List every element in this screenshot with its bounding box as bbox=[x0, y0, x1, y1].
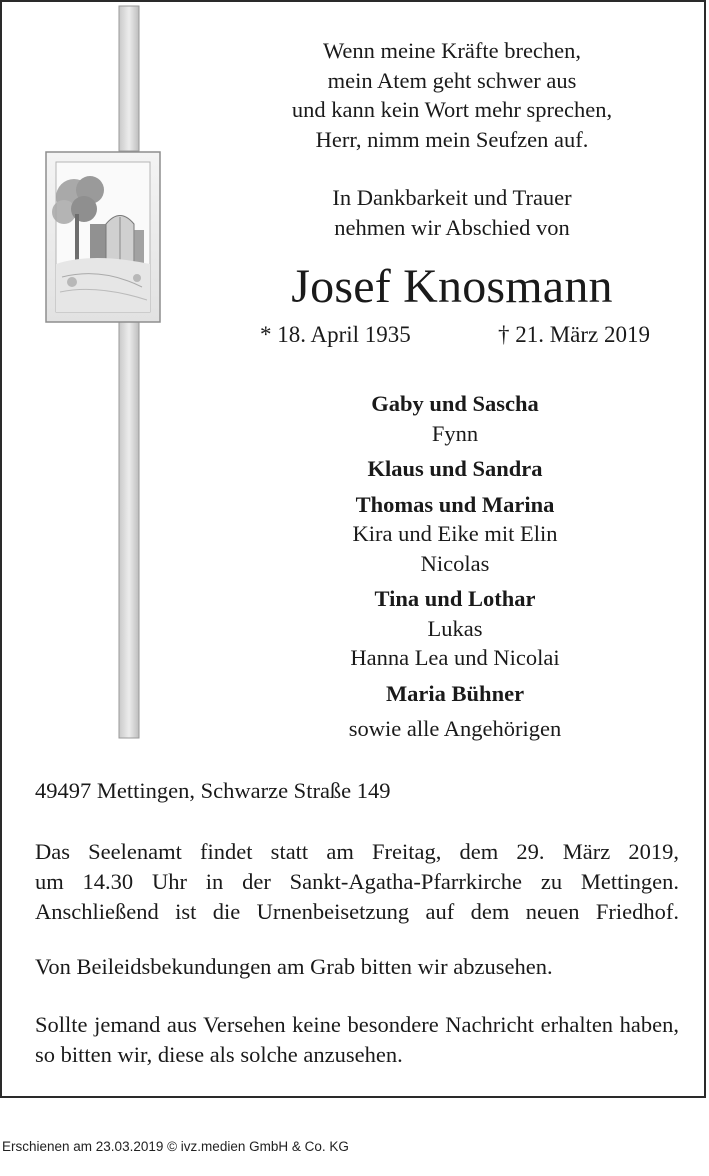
family-couple: Klaus und Sandra bbox=[367, 456, 543, 481]
family-member: Hanna Lea und Nicolai bbox=[350, 645, 560, 670]
family-group bbox=[255, 714, 655, 744]
poem bbox=[242, 36, 662, 154]
deceased-name: Josef Knosmann bbox=[291, 260, 613, 313]
family-group bbox=[255, 584, 655, 673]
publication-footer: Erschienen am 23.03.2019 © ivz.medien GmbH & Co. KG bbox=[2, 1139, 349, 1154]
service-line: Das Seelenamt findet statt am Freitag, dem 29. März 2019, bbox=[35, 839, 679, 864]
poem-line: und kann kein Wort mehr sprechen, bbox=[291, 97, 613, 122]
family-member: Kira und Eike mit Elin bbox=[352, 521, 558, 546]
family-group bbox=[255, 490, 655, 579]
address: 49497 Mettingen, Schwarze Straße 149 bbox=[35, 778, 391, 803]
intro-line: In Dankbarkeit und Trauer bbox=[332, 185, 572, 210]
intro-text bbox=[242, 183, 662, 242]
relatives-line: sowie alle Angehörigen bbox=[348, 716, 562, 741]
family-couple: Tina und Lothar bbox=[374, 586, 536, 611]
poem-line: Wenn meine Kräfte brechen, bbox=[322, 38, 582, 63]
family-group bbox=[255, 389, 655, 448]
condolence-note: Von Beileidsbekundungen am Grab bitten wir abzusehen. bbox=[35, 954, 553, 979]
family-member: Nicolas bbox=[420, 550, 490, 576]
death-date: † 21. März 2019 bbox=[497, 322, 650, 347]
family-group bbox=[255, 679, 655, 709]
family-couple: Thomas und Marina bbox=[355, 491, 555, 517]
poem-line: Herr, nimm mein Seufzen auf. bbox=[315, 126, 589, 152]
family-list bbox=[255, 389, 655, 750]
intro-line: nehmen wir Abschied von bbox=[334, 214, 570, 240]
service-paragraph bbox=[35, 837, 679, 927]
notice-note: Sollte jemand aus Versehen keine besondere Nachricht erhalten haben, so bitten wir, diese als solche anzusehen. bbox=[35, 1012, 679, 1067]
life-dates bbox=[260, 322, 650, 352]
family-couple: Gaby und Sascha bbox=[371, 391, 539, 416]
service-line: um 14.30 Uhr in der Sankt-Agatha-Pfarrkirche zu Mettingen. bbox=[35, 869, 679, 894]
service-line: Anschließend ist die Urnenbeisetzung auf dem neuen Friedhof. bbox=[35, 899, 679, 924]
family-group bbox=[255, 454, 655, 484]
birth-date: * 18. April 1935 bbox=[260, 322, 411, 347]
family-couple: Maria Bühner bbox=[385, 680, 525, 706]
poem-line: mein Atem geht schwer aus bbox=[327, 67, 577, 93]
family-member: Fynn bbox=[431, 420, 479, 446]
family-member: Lukas bbox=[427, 615, 483, 641]
cross-illustration bbox=[2, 2, 202, 742]
